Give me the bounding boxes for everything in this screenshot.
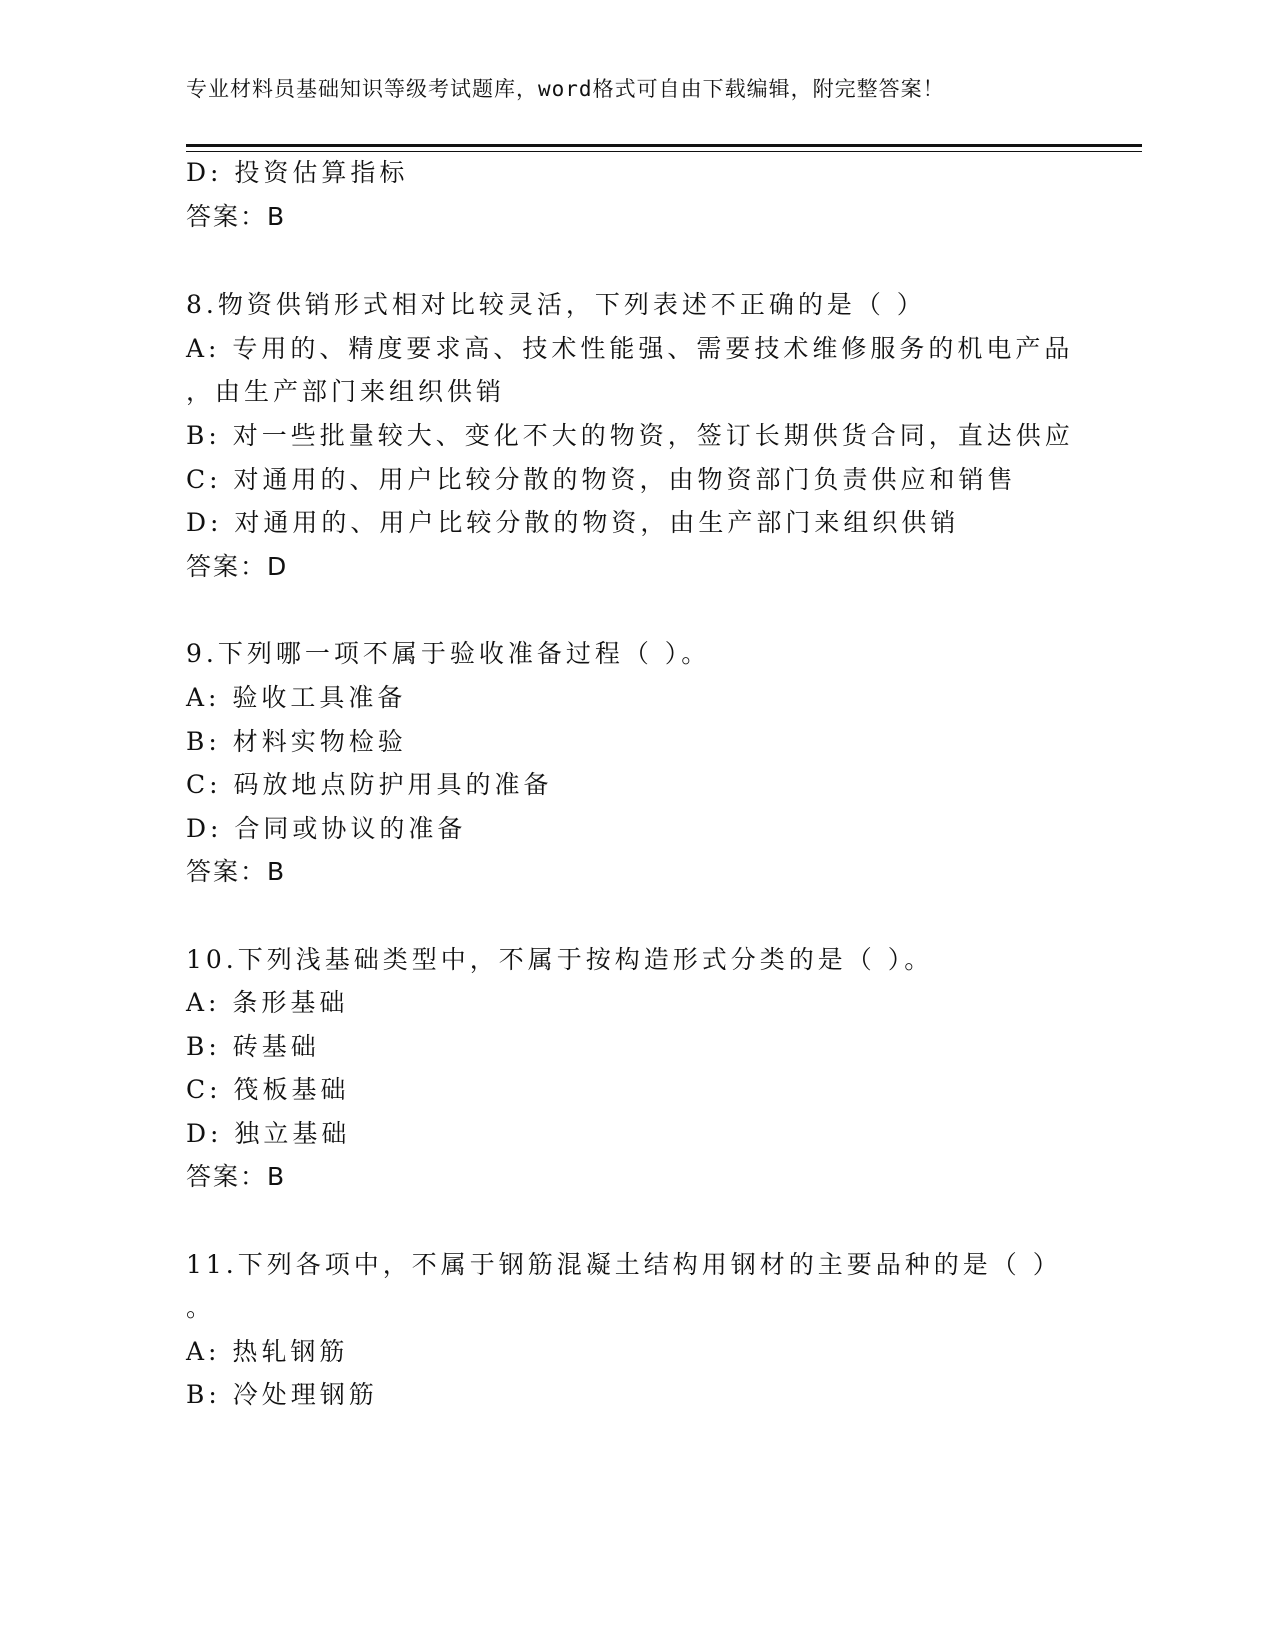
option-line: D: 合同或协议的准备 (186, 814, 467, 843)
question-line: 8.物资供销形式相对比较灵活，下列表述不正确的是（ ） (186, 290, 926, 319)
option-line: A: 热轧钢筋 (186, 1337, 349, 1366)
answer-line: 答案：B (186, 202, 287, 231)
answer-line: 答案：B (186, 857, 287, 886)
option-line: C: 码放地点防护用具的准备 (186, 770, 553, 799)
option-line: B: 砖基础 (186, 1032, 320, 1061)
header-rule-thin (186, 151, 1142, 152)
option-line: A: 验收工具准备 (186, 683, 407, 712)
option-line: A: 条形基础 (186, 988, 349, 1017)
question-line: 11.下列各项中，不属于钢筋混凝土结构用钢材的主要品种的是（ ） (186, 1250, 1062, 1279)
answer-line: 答案：B (186, 1162, 287, 1191)
header-rule-thick (186, 144, 1142, 147)
option-line: D: 对通用的、用户比较分散的物资，由生产部门来组织供销 (186, 508, 960, 537)
option-line: C: 筏板基础 (186, 1075, 350, 1104)
question-line: 。 (186, 1293, 216, 1322)
option-line: A: 专用的、精度要求高、技术性能强、需要技术维修服务的机电产品 (186, 334, 1074, 363)
option-line: C: 对通用的、用户比较分散的物资，由物资部门负责供应和销售 (186, 465, 1017, 494)
option-line: ，由生产部门来组织供销 (186, 377, 506, 406)
option-line: D: 独立基础 (186, 1119, 351, 1148)
answer-line: 答案：D (186, 552, 289, 581)
option-line: D: 投资估算指标 (186, 158, 409, 187)
option-line: B: 冷处理钢筋 (186, 1380, 378, 1409)
page-header: 专业材料员基础知识等级考试题库，word格式可自由下载编辑，附完整答案！ (186, 77, 945, 101)
question-line: 9.下列哪一项不属于验收准备过程（ ）。 (186, 639, 711, 668)
option-line: B: 材料实物检验 (186, 727, 407, 756)
option-line: B: 对一些批量较大、变化不大的物资，签订长期供货合同，直达供应 (186, 421, 1074, 450)
question-line: 10.下列浅基础类型中，不属于按构造形式分类的是（ ）。 (186, 945, 934, 974)
